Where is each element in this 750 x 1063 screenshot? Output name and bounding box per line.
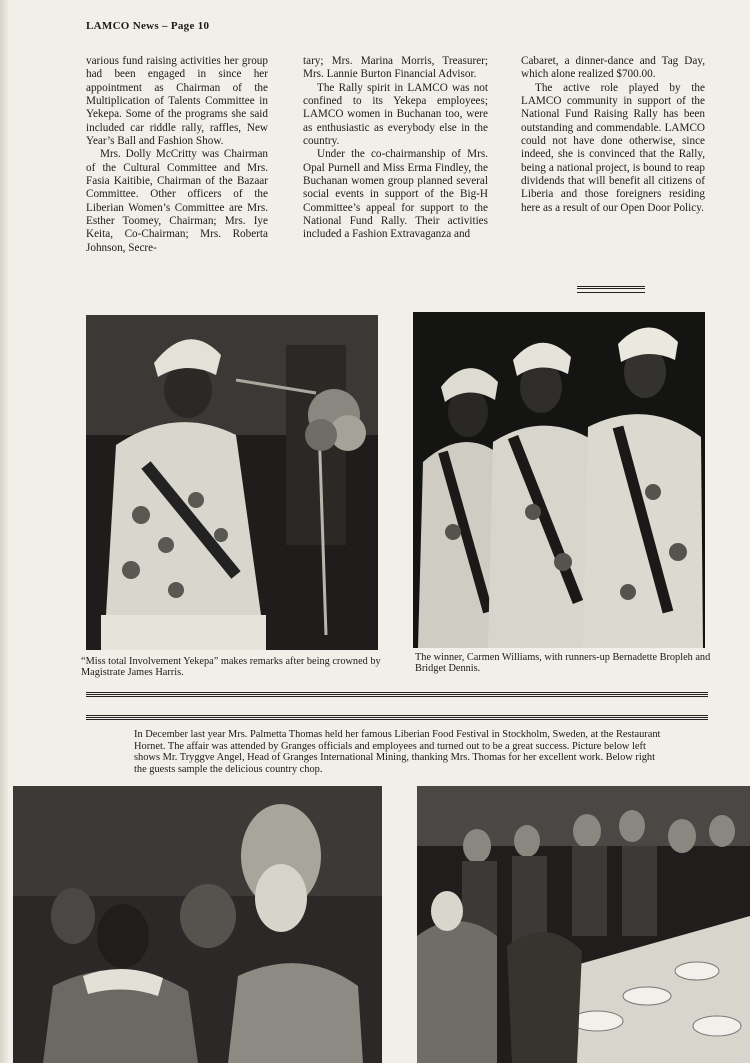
photo-caption: “Miss total Involvement Yekepa” makes remarks after being crowned by Magistrate James Harris.: [81, 656, 381, 679]
article-column-2: [303, 55, 488, 242]
paragraph: The active role played by the LAMCO community in support of the National Fund Raising Rally has been outstanding and commendable. LAMCO could not have done otherwise, since indeed, she is convinced that the Rally, being a national project, is bound to reap dividends that will benefit all citizens of Liberia and those foreigners residing here as a result of our Open Door Policy.: [521, 81, 705, 214]
festival-intro-text: In December last year Mrs. Palmetta Thomas held her famous Liberian Food Festival in Stockholm, Sweden, at the Restaurant Hornet. The affair was attended by Granges officials and employees and turned out to be a great success. Picture below left shows Mr. Tryggve Angel, Head of Granges International Mining, thanking Mrs. Thomas for her excellent work. Below right the guests sample the delicious country chop.: [134, 729, 661, 775]
article-column-1: [86, 55, 268, 255]
photo-caption: The winner, Carmen Williams, with runners-up Bernadette Bropleh and Bridget Dennis.: [415, 652, 711, 675]
photo-winners: [413, 312, 705, 648]
paragraph: Mrs. Dolly McCritty was Chairman of the Cultural Committee and Mrs. Fasia Kaitibie, Chairman of the Bazaar Committee. Other officers of the Liberian Women’s Committee are Mrs. Esther Toomey, Chairman; Mrs. Iye Keita, Co-Chairman; Mrs. Roberta Johnson, Secre-: [86, 148, 268, 254]
paragraph: various fund raising activities her group had been engaged in since her appointment as Chairman of the Multiplication of Talents Committee in Yekepa. Some of the programs she said included car riddle rally, raffles, New Year’s Ball and Fashion Show.: [86, 55, 268, 148]
photo-miss-total-involvement: [86, 315, 378, 650]
section-divider: [577, 286, 645, 293]
paragraph: Cabaret, a dinner-dance and Tag Day, which alone realized $700.00.: [521, 55, 705, 81]
paragraph: The Rally spirit in LAMCO was not confined to its Yekepa employees; LAMCO women in Buchanan too, were as enthusiastic as everybody else in the country.: [303, 81, 488, 148]
photo-guests-buffet: [417, 786, 750, 1063]
paragraph: Under the co-chairmanship of Mrs. Opal Purnell and Miss Erma Findley, the Buchanan women group planned several social events in support of the Big-H Committee’s appeal for support to the National Fund Rally. Their activities included a Fashion Extravaganza and: [303, 148, 488, 241]
photo-food-festival-thanks: [13, 786, 382, 1063]
page-edge: [0, 0, 8, 1063]
article-column-3: [521, 55, 705, 215]
page-header: LAMCO News – Page 10: [86, 20, 210, 32]
section-rule: [86, 692, 708, 720]
paragraph: tary; Mrs. Marina Morris, Treasurer; Mrs. Lannie Burton Financial Advisor.: [303, 55, 488, 81]
